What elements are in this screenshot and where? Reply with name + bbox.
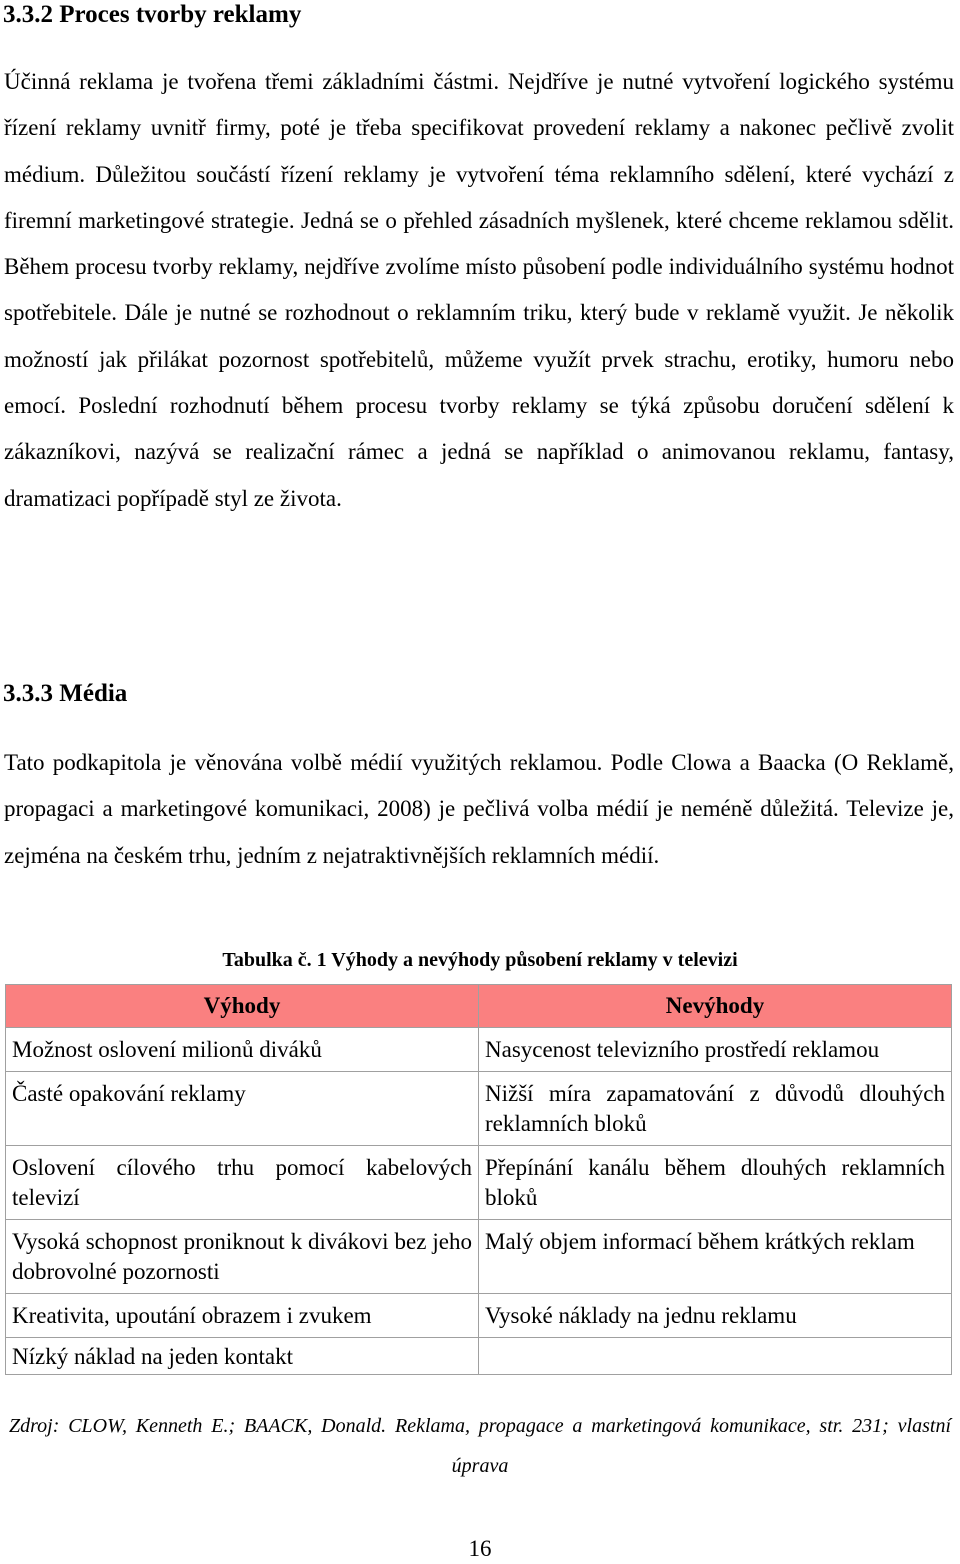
section-heading-media: 3.3.3 Média (3, 680, 128, 707)
paragraph-proces-tvorby: Účinná reklama je tvořena třemi základními částmi. Nejdříve je nutné vytvoření logického systému řízení reklamy uvnitř firmy, poté je třeba specifikovat provedení reklamy a nakonec pečlivě zvolit médium. Důležitou součástí řízení reklamy je vytvoření téma reklamního sdělení, které vychází z firemní marketingové strategie. Jedná se o přehled zásadních myšlenek, které chceme reklamou sdělit. Během procesu tvorby reklamy, nejdříve zvolíme místo působení podle individuálního systému hodnot spotřebitele. Dále je nutné se rozhodnout o reklamním triku, který bude v reklamě využit. Je několik možností jak přilákat pozornost spotřebitelů, můžeme využít prvek strachu, erotiky, humoru nebo emocí. Poslední rozhodnutí během procesu tvorby reklamy se týká způsobu doručení sdělení k zákazníkovi, nazývá se realizační rámec a jedná se například o animovanou reklamu, fantasy, dramatizaci popřípadě styl ze života. (4, 69, 954, 511)
table-cell: Oslovení cílového trhu pomocí kabelových televizí (6, 1146, 479, 1220)
table-cell: Možnost oslovení milionů diváků (6, 1028, 479, 1072)
table-row (6, 1294, 952, 1338)
table-cell: Přepínání kanálu během dlouhých reklamních bloků (479, 1146, 952, 1220)
table-cell: Vysoké náklady na jednu reklamu (479, 1294, 952, 1338)
table-cell: Nasycenost televizního prostředí reklamou (479, 1028, 952, 1072)
table-cell: Vysoká schopnost proniknout k divákovi bez jeho dobrovolné pozornosti (6, 1220, 479, 1294)
table-row (6, 1072, 952, 1146)
table-row (6, 1028, 952, 1072)
table-cell: Nízký náklad na jeden kontakt (6, 1338, 479, 1375)
page-number: 16 (468, 1536, 492, 1561)
header-disadvantages: Nevýhody (479, 985, 952, 1028)
table-cell: Nižší míra zapamatování z důvodů dlouhých reklamních bloků (479, 1072, 952, 1146)
table-header-row (6, 985, 952, 1028)
table-cell: Malý objem informací během krátkých reklam (479, 1220, 952, 1294)
table-cell: Časté opakování reklamy (6, 1072, 479, 1146)
table-row (6, 1146, 952, 1220)
header-advantages: Výhody (6, 985, 479, 1028)
table-cell-empty (479, 1338, 952, 1375)
paragraph-media: Tato podkapitola je věnována volbě médií využitých reklamou. Podle Clowa a Baacka (O Reklamě, propagaci a marketingové komunikaci, 2008) je pečlivá volba médií je neméně důležitá. Televize je, zejména na českém trhu, jedním z nejatraktivnějších reklamních médií. (4, 750, 954, 868)
table-row (6, 1338, 952, 1375)
section-heading-proces-tvorby-reklamy: 3.3.2 Proces tvorby reklamy (3, 1, 302, 28)
table-caption: Tabulka č. 1 Výhody a nevýhody působení reklamy v televizi (222, 949, 738, 971)
table-row (6, 1220, 952, 1294)
table-source-note: Zdroj: CLOW, Kenneth E.; BAACK, Donald. Reklama, propagace a marketingová komunikace, str. 231; vlastní úprava (9, 1415, 951, 1477)
table-cell: Kreativita, upoutání obrazem i zvukem (6, 1294, 479, 1338)
advantages-disadvantages-table (5, 984, 952, 1375)
